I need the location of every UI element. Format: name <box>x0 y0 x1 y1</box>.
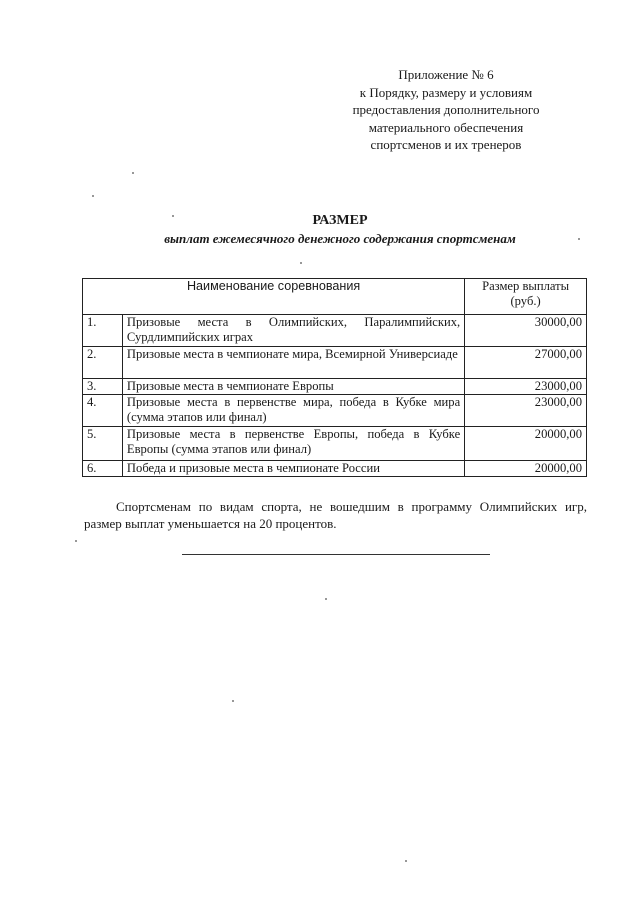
row-number: 3. <box>83 379 123 395</box>
row-competition: Призовые места в первенстве Европы, победа в Кубке Европы (сумма этапов или финал) <box>122 427 464 461</box>
scan-speck <box>132 172 134 174</box>
row-competition: Победа и призовые места в чемпионате России <box>122 461 464 477</box>
scan-speck <box>92 195 94 197</box>
row-amount: 27000,00 <box>465 347 587 379</box>
row-amount: 23000,00 <box>465 379 587 395</box>
header-amount: Размер выплаты (руб.) <box>465 279 587 315</box>
row-amount: 20000,00 <box>465 461 587 477</box>
row-competition: Призовые места в первенстве мира, победа в Кубке мира (сумма этапов или финал) <box>122 395 464 427</box>
row-amount: 20000,00 <box>465 427 587 461</box>
scan-speck <box>232 700 234 702</box>
row-number: 4. <box>83 395 123 427</box>
document-subtitle: выплат ежемесячного денежного содержания спортсменам <box>164 231 516 246</box>
appendix-line: к Порядку, размеру и условиям <box>359 84 533 100</box>
payments-table <box>82 278 587 477</box>
appendix-header <box>318 66 574 154</box>
appendix-line: Приложение № 6 <box>398 67 494 82</box>
document-title: РАЗМЕР <box>312 213 368 228</box>
divider-line <box>182 554 490 555</box>
scan-speck <box>578 238 580 240</box>
table-row <box>83 427 587 461</box>
table-header-row <box>83 279 587 315</box>
row-amount: 30000,00 <box>465 315 587 347</box>
row-number: 1. <box>83 315 123 347</box>
row-competition: Призовые места в чемпионате мира, Всемирной Универсиаде <box>122 347 464 379</box>
row-number: 6. <box>83 461 123 477</box>
row-number: 5. <box>83 427 123 461</box>
table-row <box>83 461 587 477</box>
footnote-paragraph: Спортсменам по видам спорта, не вошедшим в программу Олимпийских игр, размер выплат уменьшается на 20 процентов. <box>84 499 587 531</box>
row-amount: 23000,00 <box>465 395 587 427</box>
scan-speck <box>172 215 174 217</box>
row-number: 2. <box>83 347 123 379</box>
appendix-line: материального обеспечения <box>368 119 524 135</box>
table-row <box>83 395 587 427</box>
scan-speck <box>300 262 302 264</box>
row-competition: Призовые места в чемпионате Европы <box>122 379 464 395</box>
scan-speck <box>405 860 407 862</box>
table-row <box>83 315 587 347</box>
scan-speck <box>325 598 327 600</box>
table-row <box>83 379 587 395</box>
appendix-line: спортсменов и их тренеров <box>370 137 522 152</box>
row-competition: Призовые места в Олимпийских, Паралимпийских, Сурдлимпийских играх <box>122 315 464 347</box>
header-competition: Наименование соревнования <box>83 279 465 315</box>
appendix-line: предоставления дополнительного <box>352 102 540 117</box>
table-row <box>83 347 587 379</box>
scan-speck <box>75 540 77 542</box>
